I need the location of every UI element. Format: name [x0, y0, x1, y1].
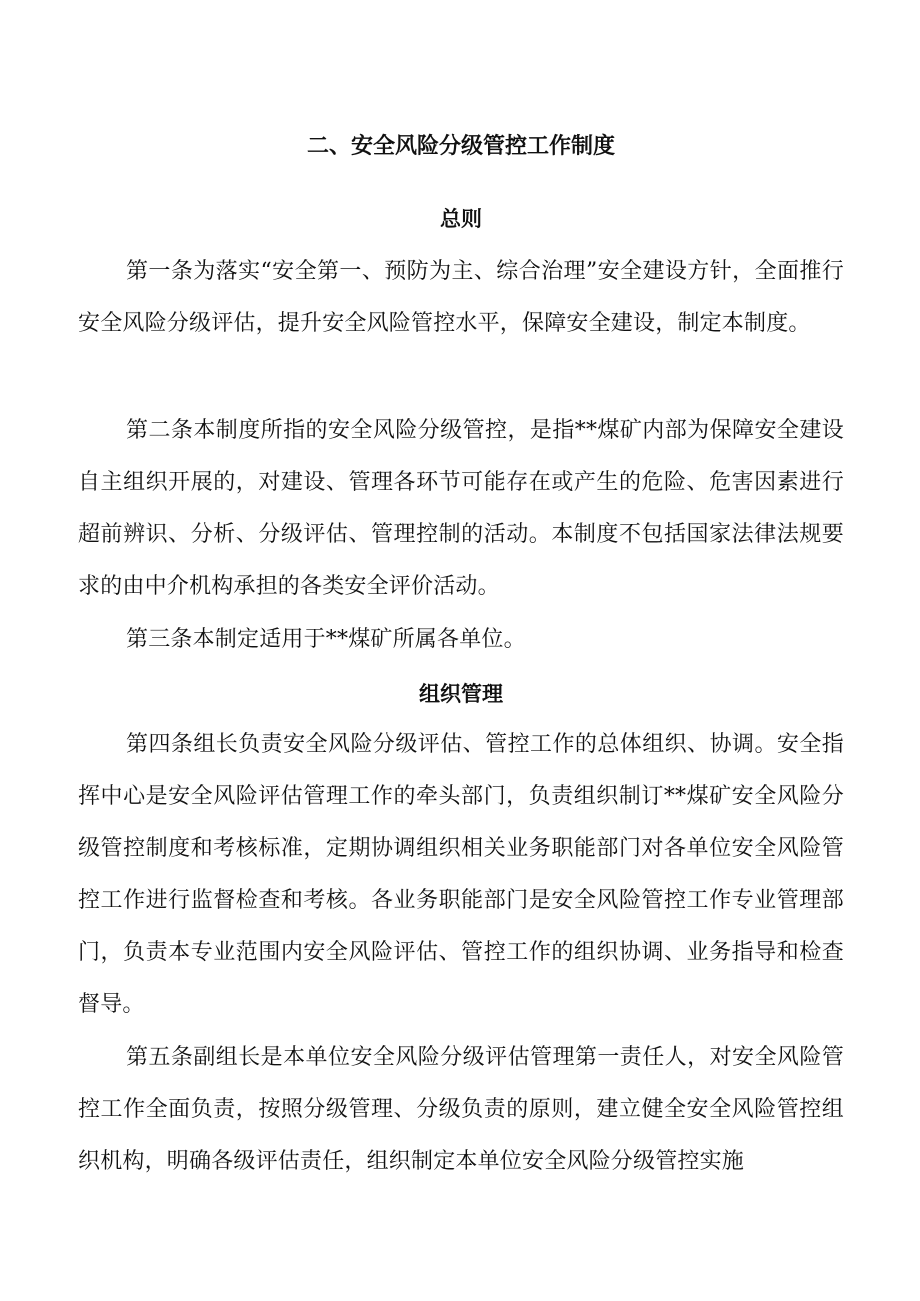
- document-title: 二、安全风险分级管控工作制度: [306, 134, 615, 159]
- paragraph-article-4: 第四条组长负责安全风险分级评估、管控工作的总体组织、协调。安全指挥中心是安全风险评估管理工作的牵头部门，负责组织制订**煤矿安全风险分级管控制度和考核标准，定期协调组织相关业务职能部门对各单位安全风险管控工作进行监督检查和考核。各业务职能部门是安全风险管控工作专业管理部门，负责本专业范围内安全风险评估、管控工作的组织协调、业务指导和检查督导。: [78, 732, 844, 1017]
- paragraph-article-1: 第一条为落实“安全第一、预防为主、综合治理”安全建设方针，全面推行安全风险分级评估，提升安全风险管控水平，保障安全建设，制定本制度。: [78, 259, 844, 336]
- paragraph-article-2: 第二条本制度所指的安全风险分级管控，是指**煤矿内部为保障安全建设自主组织开展的，对建设、管理各环节可能存在或产生的危险、危害因素进行超前辨识、分析、分级评估、管理控制的活动。本制度不包括国家法律法规要求的由中介机构承担的各类安全评价活动。: [78, 418, 844, 599]
- section-heading-general: 总则: [440, 207, 482, 231]
- paragraph-article-5: 第五条副组长是本单位安全风险分级评估管理第一责任人，对安全风险管控工作全面负责，按照分级管理、分级负责的原则，建立健全安全风险管控组织机构，明确各级评估责任，组织制定本单位安全风险分级管控实施: [78, 1045, 844, 1174]
- paragraph-article-3: 第三条本制定适用于**煤矿所属各单位。: [126, 627, 526, 652]
- section-heading-organization: 组织管理: [419, 682, 503, 706]
